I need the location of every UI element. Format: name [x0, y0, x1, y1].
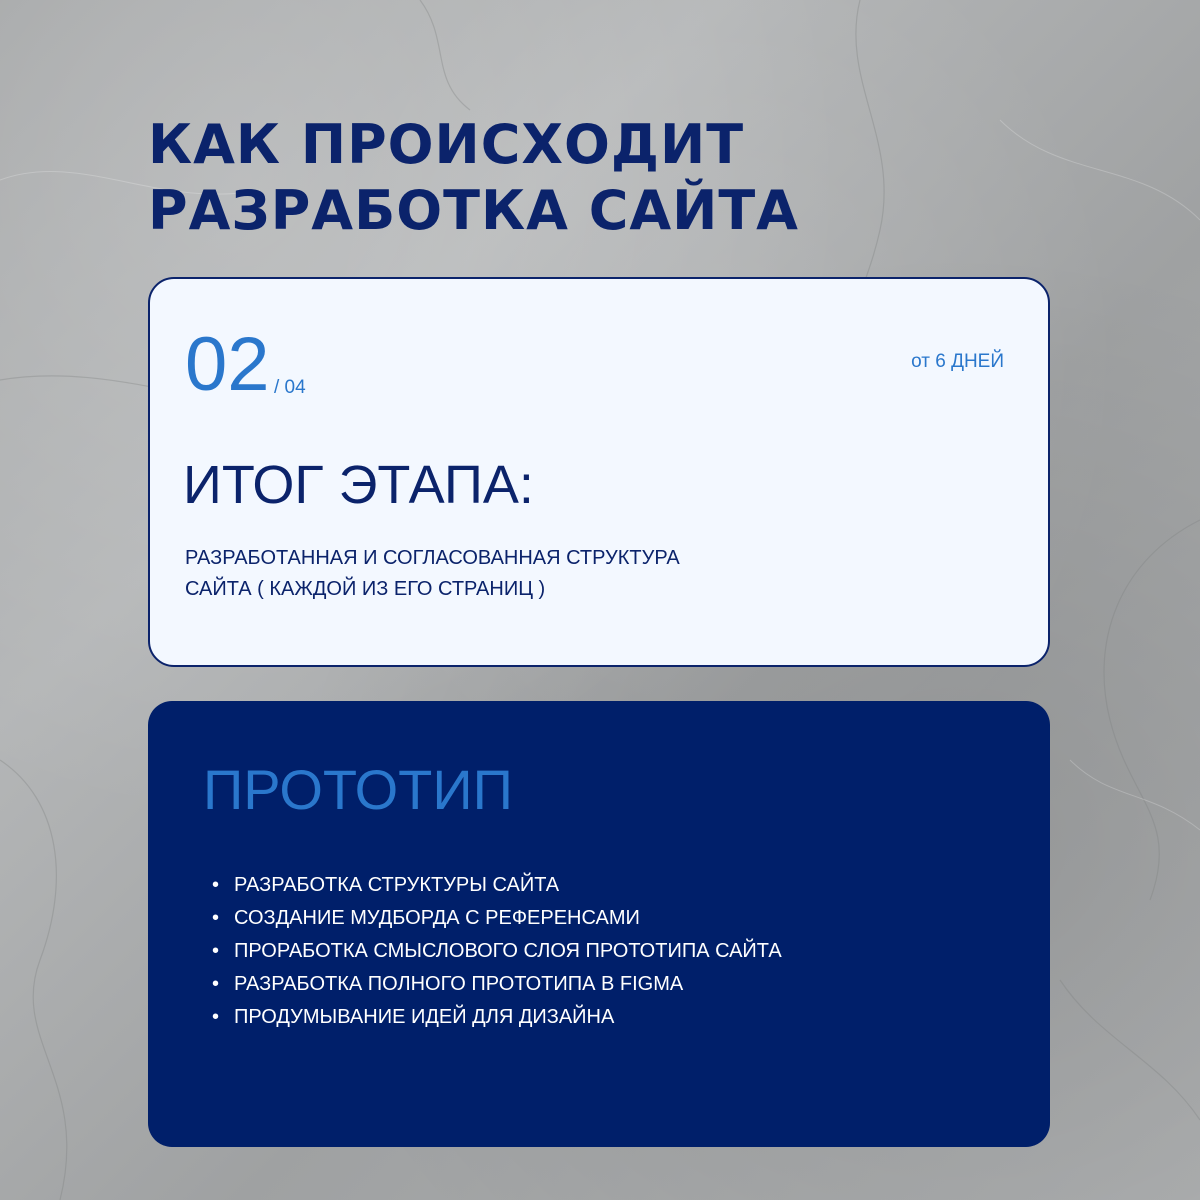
bullet-icon: • [212, 874, 220, 896]
list-item-label: СОЗДАНИЕ МУДБОРДА С РЕФЕРЕНСАМИ [234, 907, 640, 929]
result-description [185, 543, 765, 605]
page-title [148, 112, 799, 244]
bullet-icon: • [212, 907, 220, 929]
stage-duration: от 6 ДНЕЙ [911, 351, 1004, 372]
bullet-icon: • [212, 940, 220, 962]
list-item [210, 935, 782, 968]
list-item-label: РАЗРАБОТКА СТРУКТУРЫ САЙТА [234, 874, 560, 896]
title-line-1: КАК ПРОИСХОДИТ [148, 113, 745, 176]
list-item [210, 869, 782, 902]
prototype-task-list [210, 869, 782, 1034]
result-line-2: САЙТА ( КАЖДОЙ ИЗ ЕГО СТРАНИЦ ) [185, 578, 546, 600]
list-item [210, 1001, 782, 1034]
list-item-label: РАЗРАБОТКА ПОЛНОГО ПРОТОТИПА В FIGMA [234, 973, 684, 995]
result-line-1: РАЗРАБОТАННАЯ И СОГЛАСОВАННАЯ СТРУКТУРА [185, 547, 680, 569]
bullet-icon: • [212, 973, 220, 995]
list-item [210, 968, 782, 1001]
prototype-card [148, 701, 1050, 1147]
list-item-label: ПРОДУМЫВАНИЕ ИДЕЙ ДЛЯ ДИЗАЙНА [234, 1006, 615, 1028]
stage-total: / 04 [274, 377, 306, 398]
stage-number: 02 [185, 322, 270, 407]
stage-result-card [148, 277, 1050, 667]
list-item-label: ПРОРАБОТКА СМЫСЛОВОГО СЛОЯ ПРОТОТИПА САЙТА [234, 940, 782, 962]
bullet-icon: • [212, 1006, 220, 1028]
result-heading: ИТОГ ЭТАПА: [183, 455, 534, 515]
list-item [210, 902, 782, 935]
prototype-heading: ПРОТОТИП [203, 758, 513, 821]
title-line-2: РАЗРАБОТКА САЙТА [148, 179, 799, 242]
